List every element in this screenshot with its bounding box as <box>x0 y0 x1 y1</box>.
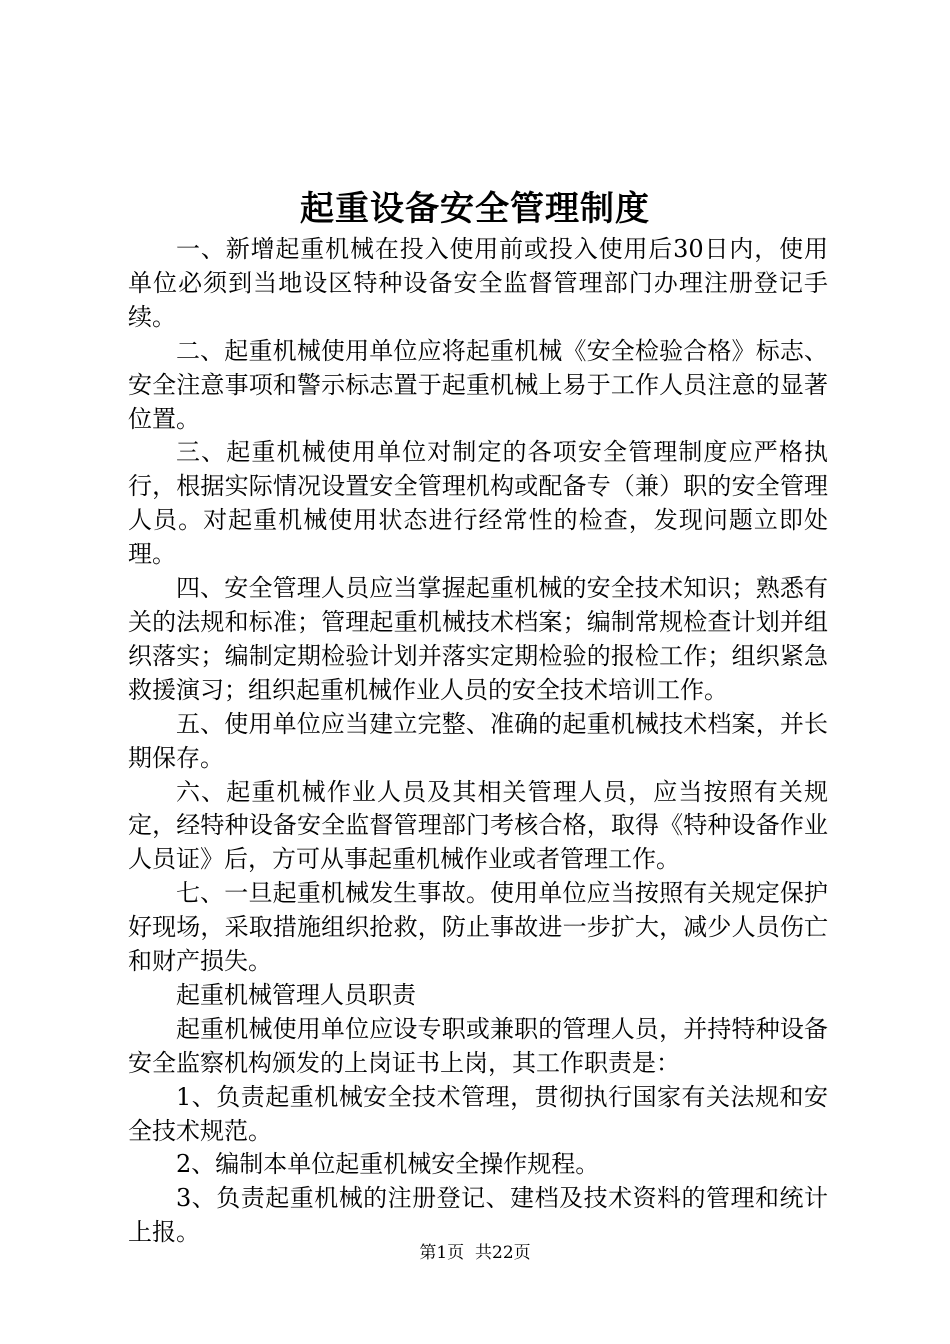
paragraph-4: 四、安全管理人员应当掌握起重机械的安全技术知识；熟悉有关的法规和标准；管理起重机械技术档案；编制常规检查计划并组织落实；编制定期检验计划并落实定期检验的报检工作；组织紧急救援演习；组织起重机械作业人员的安全技术培训工作。 <box>128 574 828 704</box>
page-total: 共22页 <box>475 1243 531 1263</box>
document-body <box>128 233 828 1250</box>
paragraph-intro: 起重机械使用单位应设专职或兼职的管理人员，并持特种设备安全监察机构颁发的上岗证书上岗，其工作职责是： <box>128 1014 828 1077</box>
paragraph-1: 一、新增起重机械在投入使用前或投入使用后30日内，使用单位必须到当地设区特种设备安全监督管理部门办理注册登记手续。 <box>128 235 828 331</box>
duty-item-3: 3、负责起重机械的注册登记、建档及技术资料的管理和统计上报。 <box>128 1184 828 1247</box>
duty-item-1: 1、负责起重机械安全技术管理，贯彻执行国家有关法规和安全技术规范。 <box>128 1082 828 1145</box>
paragraph-3: 三、起重机械使用单位对制定的各项安全管理制度应严格执行，根据实际情况设置安全管理机构或配备专（兼）职的安全管理人员。对起重机械使用状态进行经常性的检查，发现问题立即处理。 <box>128 438 828 569</box>
paragraph-6: 六、起重机械作业人员及其相关管理人员，应当按照有关规定，经特种设备安全监督管理部门考核合格，取得《特种设备作业人员证》后，方可从事起重机械作业或者管理工作。 <box>128 777 828 874</box>
page-footer <box>0 1242 950 1264</box>
document-title: 起重设备安全管理制度 <box>300 189 650 229</box>
section-heading: 起重机械管理人员职责 <box>176 980 416 1009</box>
paragraph-5: 五、使用单位应当建立完整、准确的起重机械技术档案，并长期保存。 <box>128 709 828 772</box>
paragraph-7: 七、一旦起重机械发生事故。使用单位应当按照有关规定保护好现场，采取措施组织抢救，防止事故进一步扩大，减少人员伤亡和财产损失。 <box>128 879 828 976</box>
duty-item-2: 2、编制本单位起重机械安全操作规程。 <box>176 1150 600 1179</box>
paragraph-2: 二、起重机械使用单位应将起重机械《安全检验合格》标志、安全注意事项和警示标志置于起重机械上易于工作人员注意的显著位置。 <box>128 336 828 433</box>
page-number: 第1页 <box>419 1243 465 1263</box>
